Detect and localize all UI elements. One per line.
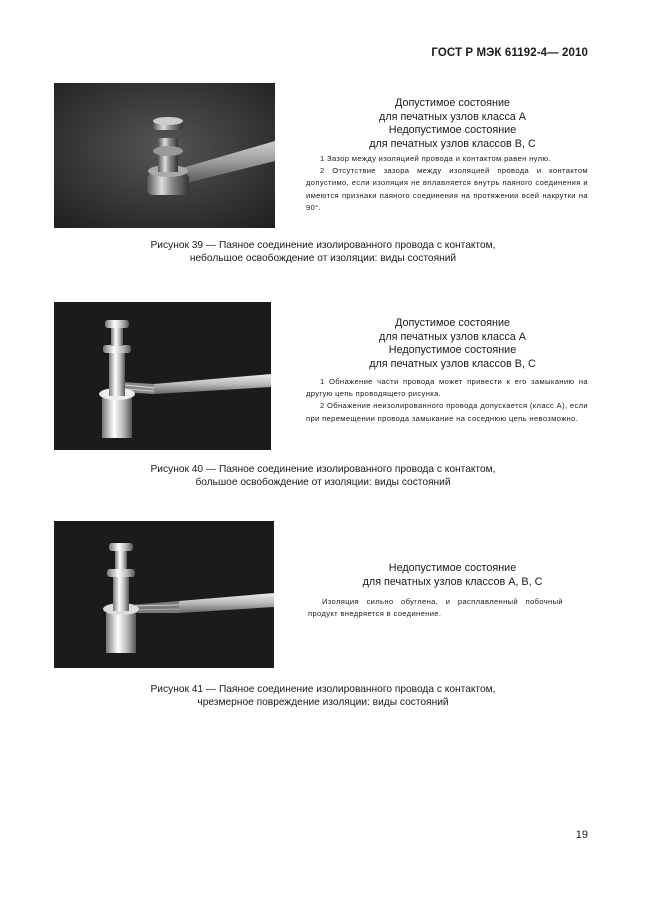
note-paragraph: 2 Обнажение неизолированного провода допускается (класс А), если при перемещении провода замыкание на соседнюю цепь невозможно. bbox=[306, 401, 588, 423]
figure-41-notes bbox=[308, 596, 563, 620]
note-paragraph: 1 Зазор между изоляцией провода и контактом равен нулю. bbox=[320, 154, 551, 163]
caption-line: Рисунок 39 — Паяное соединение изолированного провода с контактом, bbox=[150, 240, 496, 251]
figure-41-status bbox=[330, 562, 575, 589]
caption-line: большое освобождение от изоляции: виды состояний bbox=[195, 476, 451, 488]
status-line: для печатных узлов классов А, В, С bbox=[362, 575, 543, 588]
status-line: для печатных узлов класса А bbox=[379, 330, 526, 343]
status-line: для печатных узлов классов В, С bbox=[369, 137, 536, 150]
status-line: для печатных узлов класса А bbox=[379, 110, 526, 123]
status-line: Допустимое состояние bbox=[395, 97, 510, 109]
note-paragraph: 1 Обнажение части провода может привести к его замыканию на другую цепь проводящего рисунка. bbox=[306, 377, 588, 399]
figure-40-photo bbox=[54, 302, 271, 450]
figure-39-photo bbox=[54, 83, 275, 228]
caption-line: Рисунок 40 — Паяное соединение изолированного провода с контактом, bbox=[150, 464, 496, 475]
status-line: Недопустимое состояние bbox=[388, 562, 517, 574]
caption-line: небольшое освобождение от изоляции: виды состояний bbox=[189, 252, 457, 264]
note-paragraph: Изоляция сильно обуглена, и расплавленный побочный продукт внедряется в соединение. bbox=[308, 597, 563, 619]
figure-39-caption bbox=[100, 240, 546, 266]
status-line: Недопустимое состояние bbox=[388, 124, 517, 136]
note-paragraph: 2 Отсутствие зазора между изоляцией провода и контактом допустимо, если изоляция не вплавляется внутрь паяного соединения и имеются признаки паяного соединения на протяжении всей накрутки на 90°. bbox=[306, 166, 588, 212]
figure-41-caption bbox=[100, 684, 546, 710]
page-number: 19 bbox=[575, 829, 588, 841]
status-line: Недопустимое состояние bbox=[388, 344, 517, 356]
figure-39-status bbox=[330, 97, 575, 151]
caption-line: чрезмерное повреждение изоляции: виды состояний bbox=[197, 696, 449, 708]
status-line: для печатных узлов классов В, С bbox=[369, 357, 536, 370]
caption-line: Рисунок 41 — Паяное соединение изолированного провода с контактом, bbox=[150, 684, 496, 695]
figure-40-caption bbox=[100, 464, 546, 490]
figure-41-photo bbox=[54, 521, 274, 668]
status-line: Допустимое состояние bbox=[395, 317, 510, 329]
figure-40-status bbox=[330, 317, 575, 371]
document-standard-header: ГОСТ Р МЭК 61192-4— 2010 bbox=[431, 47, 588, 59]
figure-40-notes bbox=[306, 376, 588, 425]
figure-39-notes bbox=[306, 153, 588, 214]
